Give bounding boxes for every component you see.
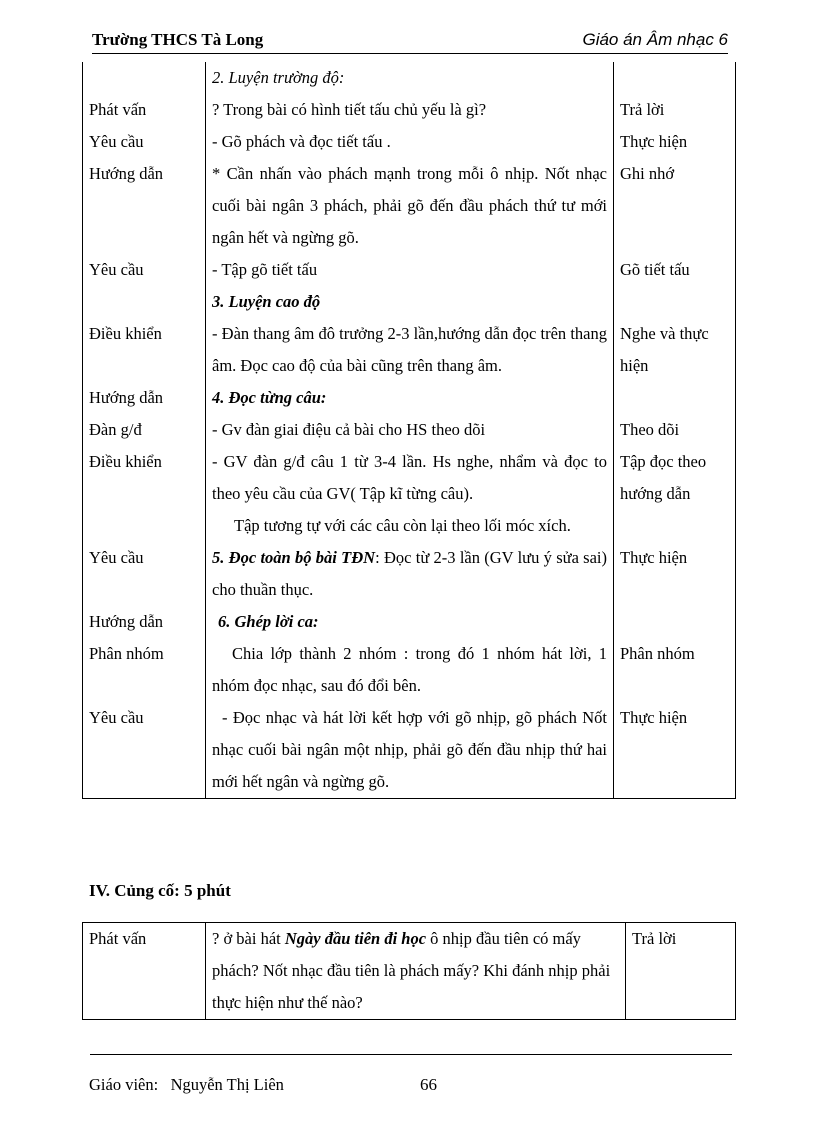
teacher-cell: Phát vấn <box>83 94 206 126</box>
teacher-cell: Điều khiển <box>83 318 206 382</box>
header-divider <box>92 53 728 54</box>
teacher-cell: Hướng dẫn <box>83 158 206 254</box>
teacher-cell: Yêu cầu <box>83 702 206 799</box>
student-cell: Thực hiện <box>614 702 736 799</box>
student-cell: Phân nhóm <box>614 638 736 702</box>
content-cell: - Đọc nhạc và hát lời kết hợp với gõ nhịp, gõ phách Nốt nhạc cuối bài ngân một nhịp, phải gõ đến đầu nhịp thứ hai mới hết ngân và ngừng gõ. <box>206 702 614 799</box>
table-row <box>83 923 736 1020</box>
content-cell: - Gv đàn giai điệu cả bài cho HS theo dõi <box>206 414 614 446</box>
table-row <box>83 158 736 254</box>
teacher-cell: Yêu cầu <box>83 542 206 606</box>
table-row <box>83 638 736 702</box>
content-text: ô nhịp đầu tiên có mấy phách? Nốt nhạc đầu tiên là phách mấy? Khi đánh nhịp phải thực hiện như thế nào? <box>212 929 611 1012</box>
student-cell <box>614 62 736 94</box>
content-cell: 2. Luyện trường độ: <box>206 62 614 94</box>
teacher-cell: Yêu cầu <box>83 126 206 158</box>
teacher-cell: Phát vấn <box>83 923 206 1020</box>
table-row <box>83 126 736 158</box>
teacher-cell <box>83 286 206 318</box>
student-cell <box>614 382 736 414</box>
table-row <box>83 606 736 638</box>
student-cell: Gõ tiết tấu <box>614 254 736 286</box>
teacher-cell <box>83 62 206 94</box>
student-cell: Trả lời <box>614 94 736 126</box>
table-row <box>83 254 736 286</box>
table-row <box>83 446 736 510</box>
content-text: ? ở bài hát <box>212 929 285 948</box>
student-cell: Thực hiện <box>614 126 736 158</box>
student-cell <box>614 286 736 318</box>
content-cell: ? Trong bài có hình tiết tấu chủ yếu là gì? <box>206 94 614 126</box>
page-header <box>92 30 728 52</box>
table-row <box>83 542 736 606</box>
content-cell: 3. Luyện cao độ <box>206 286 614 318</box>
content-text: : Đọc từ 2-3 lần (GV lưu ý sửa sai) cho thuần thục. <box>212 548 607 599</box>
teacher-cell <box>83 510 206 542</box>
teacher-cell: Hướng dẫn <box>83 382 206 414</box>
teacher-cell: Phân nhóm <box>83 638 206 702</box>
student-cell: Theo dõi <box>614 414 736 446</box>
student-cell: Ghi nhớ <box>614 158 736 254</box>
table-row <box>83 318 736 382</box>
content-cell: - Tập gõ tiết tấu <box>206 254 614 286</box>
table-row <box>83 510 736 542</box>
table-row <box>83 414 736 446</box>
content-cell: - Gõ phách và đọc tiết tấu . <box>206 126 614 158</box>
content-cell: Tập tương tự với các câu còn lại theo lối móc xích. <box>206 510 614 542</box>
content-heading: 5. Đọc toàn bộ bài TĐN <box>212 548 376 567</box>
content-cell <box>206 923 626 1020</box>
student-cell <box>614 510 736 542</box>
table-row <box>83 382 736 414</box>
lesson-table <box>82 62 736 799</box>
table-row <box>83 702 736 799</box>
teacher-cell: Điều khiển <box>83 446 206 510</box>
teacher-cell: Yêu cầu <box>83 254 206 286</box>
student-cell: Trả lời <box>626 923 736 1020</box>
content-cell <box>206 542 614 606</box>
table-row <box>83 286 736 318</box>
student-cell: Nghe và thực hiện <box>614 318 736 382</box>
content-cell: - Đàn thang âm đô trưởng 2-3 lần,hướng dẫn đọc trên thang âm. Đọc cao độ của bài cũng trên thang âm. <box>206 318 614 382</box>
student-cell: Tập đọc theo hướng dẫn <box>614 446 736 510</box>
review-table <box>82 922 736 1020</box>
content-cell: * Cần nhấn vào phách mạnh trong mỗi ô nhịp. Nốt nhạc cuối bài ngân 3 phách, phải gõ đến đầu phách thứ tư mới ngân hết và ngừng gõ. <box>206 158 614 254</box>
table-row <box>83 62 736 94</box>
content-cell: 4. Đọc từng câu: <box>206 382 614 414</box>
student-cell: Thực hiện <box>614 542 736 606</box>
school-name: Trường THCS Tà Long <box>92 30 264 49</box>
content-cell: - GV đàn g/đ câu 1 từ 3-4 lần. Hs nghe, nhẩm và đọc to theo yêu cầu của GV( Tập kĩ từng câu). <box>206 446 614 510</box>
page-number: 66 <box>420 1075 437 1094</box>
teacher-cell: Đàn g/đ <box>83 414 206 446</box>
subject-title: Giáo án Âm nhạc 6 <box>582 30 728 49</box>
content-cell: 6. Ghép lời ca: <box>206 606 614 638</box>
footer-divider <box>90 1054 732 1055</box>
student-cell <box>614 606 736 638</box>
footer-teacher: Giáo viên: Nguyễn Thị Liên <box>89 1075 284 1094</box>
table-row <box>83 94 736 126</box>
teacher-cell: Hướng dẫn <box>83 606 206 638</box>
section-title: IV. Củng cố: 5 phút <box>89 881 231 900</box>
content-cell: Chia lớp thành 2 nhóm : trong đó 1 nhóm hát lời, 1 nhóm đọc nhạc, sau đó đổi bên. <box>206 638 614 702</box>
song-title: Ngày đầu tiên đi học <box>284 929 427 948</box>
